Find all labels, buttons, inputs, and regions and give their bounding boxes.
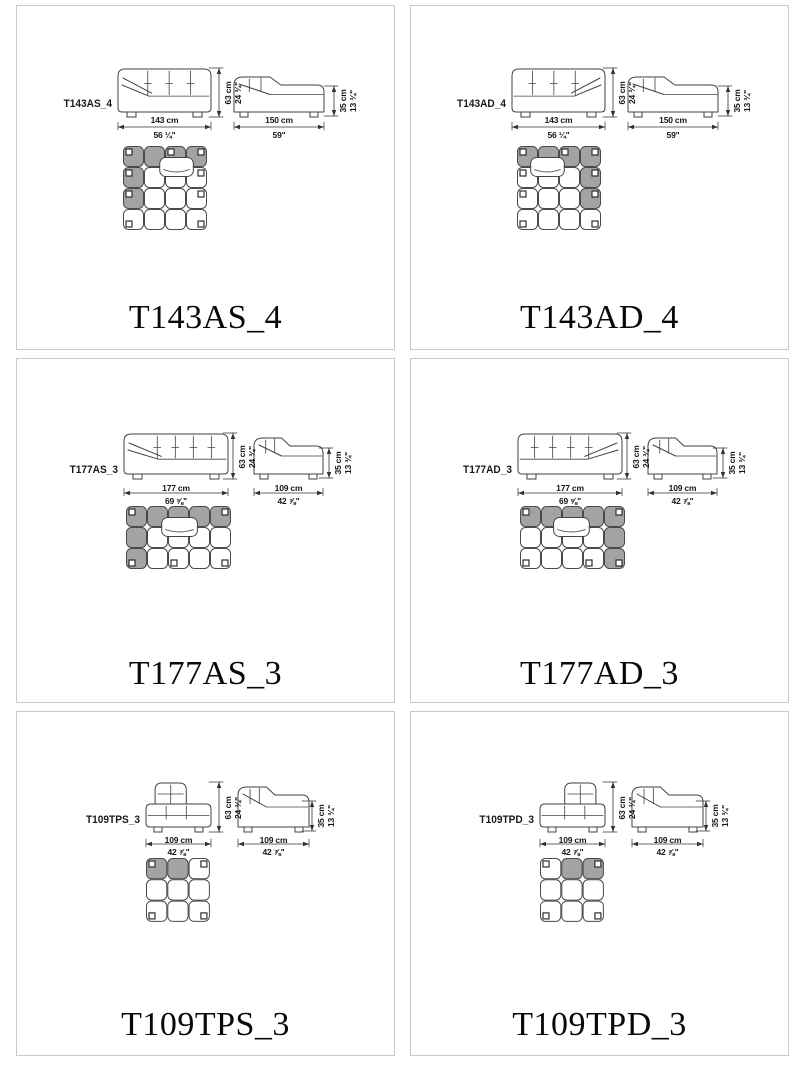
seat-height-cm: 35 cm (338, 89, 348, 113)
height-inches: 24 ¾" (247, 445, 257, 468)
front-width-cm: 177 cm (162, 483, 190, 493)
front-width-inches: 56 ¼" (153, 130, 176, 140)
seat-height-inches: 13 ¾" (343, 452, 353, 474)
height-cm: 63 cm (223, 795, 233, 820)
front-width-cm: 109 cm (164, 835, 193, 845)
side-width-cm: 109 cm (668, 483, 697, 493)
seat-height-cm: 35 cm (727, 451, 737, 475)
product-caption: T143AD_4 (520, 299, 679, 336)
front-width-inches: 42 ⅞" (561, 847, 584, 857)
technical-drawing (17, 712, 394, 1055)
product-caption: T177AS_3 (128, 655, 283, 692)
seat-height-inches: 13 ¾" (742, 90, 752, 112)
height-cm: 63 cm (237, 444, 247, 469)
technical-drawing (17, 359, 394, 702)
height-inches: 24 ¾" (233, 82, 243, 104)
seat-height-cm: 35 cm (732, 89, 742, 113)
seat-height-inches: 13 ¾" (737, 452, 747, 474)
side-width-cm: 109 cm (653, 835, 682, 845)
product-caption: T109TPS_3 (121, 1006, 290, 1043)
product-code-label: T177AD_3 (463, 464, 512, 476)
seat-height-inches: 13 ¾" (348, 90, 358, 112)
technical-drawing (411, 712, 788, 1055)
height-cm: 63 cm (617, 795, 627, 820)
technical-drawing (411, 359, 788, 702)
height-cm: 63 cm (617, 81, 627, 105)
product-caption: T143AS_4 (128, 299, 283, 336)
side-width-cm: 109 cm (259, 835, 288, 845)
seat-height-cm: 35 cm (333, 451, 343, 475)
side-width-cm: 150 cm (265, 115, 293, 125)
height-cm: 63 cm (223, 81, 233, 105)
seat-height-inches: 13 ¾" (720, 805, 730, 827)
height-inches: 24 ¾" (627, 82, 637, 104)
panel-t109tpd-3 (410, 711, 789, 1056)
panel-t177as-3 (16, 358, 395, 703)
product-code-label: T177AS_3 (69, 464, 118, 476)
height-inches: 24 ¾" (641, 445, 651, 468)
front-width-inches: 69 ⅝" (559, 496, 581, 506)
technical-drawing (17, 6, 394, 349)
height-inches: 24 ¾" (627, 796, 637, 819)
front-width-cm: 177 cm (556, 483, 584, 493)
seat-height-cm: 35 cm (316, 804, 326, 828)
side-width-inches: 42 ⅞" (277, 496, 300, 506)
side-width-cm: 109 cm (274, 483, 303, 493)
side-width-inches: 42 ⅞" (671, 496, 694, 506)
product-code-label: T109TPS_3 (85, 814, 140, 826)
front-width-cm: 143 cm (544, 115, 573, 125)
seat-height-inches: 13 ¾" (326, 805, 336, 827)
product-code-label: T109TPD_3 (479, 814, 534, 826)
front-width-cm: 143 cm (150, 115, 179, 125)
product-caption: T109TPD_3 (512, 1006, 687, 1043)
seat-height-cm: 35 cm (710, 804, 720, 828)
front-width-inches: 56 ¼" (547, 130, 570, 140)
height-cm: 63 cm (631, 444, 641, 469)
side-width-cm: 150 cm (659, 115, 687, 125)
product-caption: T177AD_3 (520, 655, 679, 692)
panel-t177ad-3 (410, 358, 789, 703)
panel-t143as-4 (16, 5, 395, 350)
technical-drawing (411, 6, 788, 349)
side-width-inches: 59" (666, 130, 680, 140)
product-code-label: T143AS_4 (63, 98, 112, 110)
front-width-inches: 42 ⅞" (167, 847, 190, 857)
product-code-label: T143AD_4 (457, 98, 506, 110)
side-width-inches: 59" (272, 130, 286, 140)
side-width-inches: 42 ⅞" (262, 847, 285, 857)
side-width-inches: 42 ⅞" (656, 847, 679, 857)
panel-t109tps-3 (16, 711, 395, 1056)
panel-t143ad-4 (410, 5, 789, 350)
height-inches: 24 ¾" (233, 796, 243, 819)
front-width-cm: 109 cm (558, 835, 587, 845)
front-width-inches: 69 ⅝" (165, 496, 187, 506)
